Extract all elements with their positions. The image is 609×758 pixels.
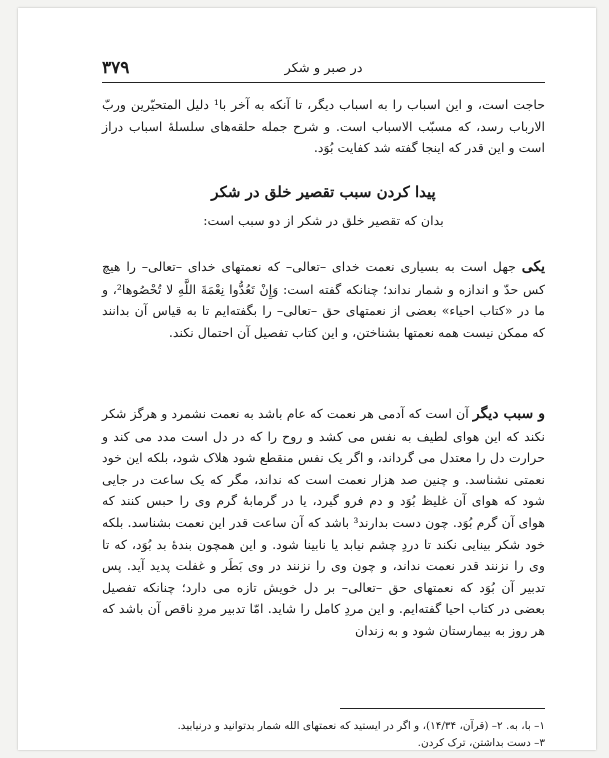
footnotes [102,718,545,752]
footnote-line-1: ۱– با، به. ۲– (قرآن، ۱۴/۳۴)، و اگر در ایستید که نعمتهای الله شمار بدتوانید و درنیابید. [177,720,545,732]
running-title: در صبر و شکر [284,61,363,76]
book-page [18,8,596,750]
paragraph-3-lead: و سبب دیگر [472,406,545,422]
section-title: پیدا کردن سبب تقصیر خلق در شکر [211,183,436,201]
page-number: ۳۷۹ [102,58,130,78]
page-header [102,56,545,83]
paragraph-3 [102,403,545,642]
section-intro: بدان که تقصیر خلق در شکر از دو سبب است: [203,213,444,228]
footnote-line-2: ۳– دست بداشتن، ترک کردن. [417,737,545,749]
paragraph-3-body: آن است که آدمی هر نعمت که عام باشد به نعمت نشمرد و هرگز شکر نکند که این هوای لطیف به نفس می کشد و روح را که در دل است مدد می کند و حرارت دل را معتدل می گرداند، و اگر یک نفس منقطع شود هلاک شود، بلکه این خود نعمتی نشناسد. و چنین صد هزار نعمت است که نداند، مگر که یک ساعت در جایی شود که هوای آن غلیظ بُوَد و دم فرو گیرد، یا در گرمابهٔ گرم وی را حبس کنند که هوای آن گرم بُوَد. چون دست بدارند³ باشد که آن ساعت قدر این نعمت بشناسد. بلکه خود شکر بینایی نکند تا دردِ چشم نیابد یا نابینا شود. و این همچون بندهٔ بد بُوَد، که تا وی را نزنند قدر نعمت نداند، و چون وی را نزنند در وی بَطَر و غفلت پدید آید. پس تدبیر آن بُوَد که نعمتهای حق –تعالی– بر دل خویش تازه می دارد؛ چنانکه تفصیل بعضی در کتاب احیا گفته‌ایم. و این مردِ کامل را شاید. امّا تدبیر مردِ ناقص آن باشد که هر روز به بیمارستان شود و به زندان [102,406,545,638]
footnote-divider [340,708,545,709]
paragraph-2-body: جهل است به بسیاری نعمت خدای –تعالی– که نعمتهای خدای –تعالی– را هیچ کس حدّ و اندازه و شمار نداند؛ چنانکه گفته است: وَإِنْ تَعُدُّوا نِعْمَةَ اللَّهِ لا تُحْصُوها²، و ما در «کتاب احیاء» بعضی از نعمتهای حق –تعالی– را بگفته‌ایم تا به قیاس آن بدانند که ممکن نیست همه نعمتها بشناختن، و این کتاب تفصیل آن احتمال نکند. [102,259,546,340]
paragraph-2 [102,256,545,343]
paragraph-2-lead: یکی [521,259,545,275]
paragraph-1: حاجت است، و این اسباب را به اسباب دیگر، تا آنکه به آخر با¹ دلیل المتحیّرین وربّ الارباب رسد، که مسبّب الاسباب است. و شرح جمله حلقه‌های سلسلهٔ اسباب دراز است و این قدر که اینجا گفته شد کفایت بُوَد. [102,97,545,156]
